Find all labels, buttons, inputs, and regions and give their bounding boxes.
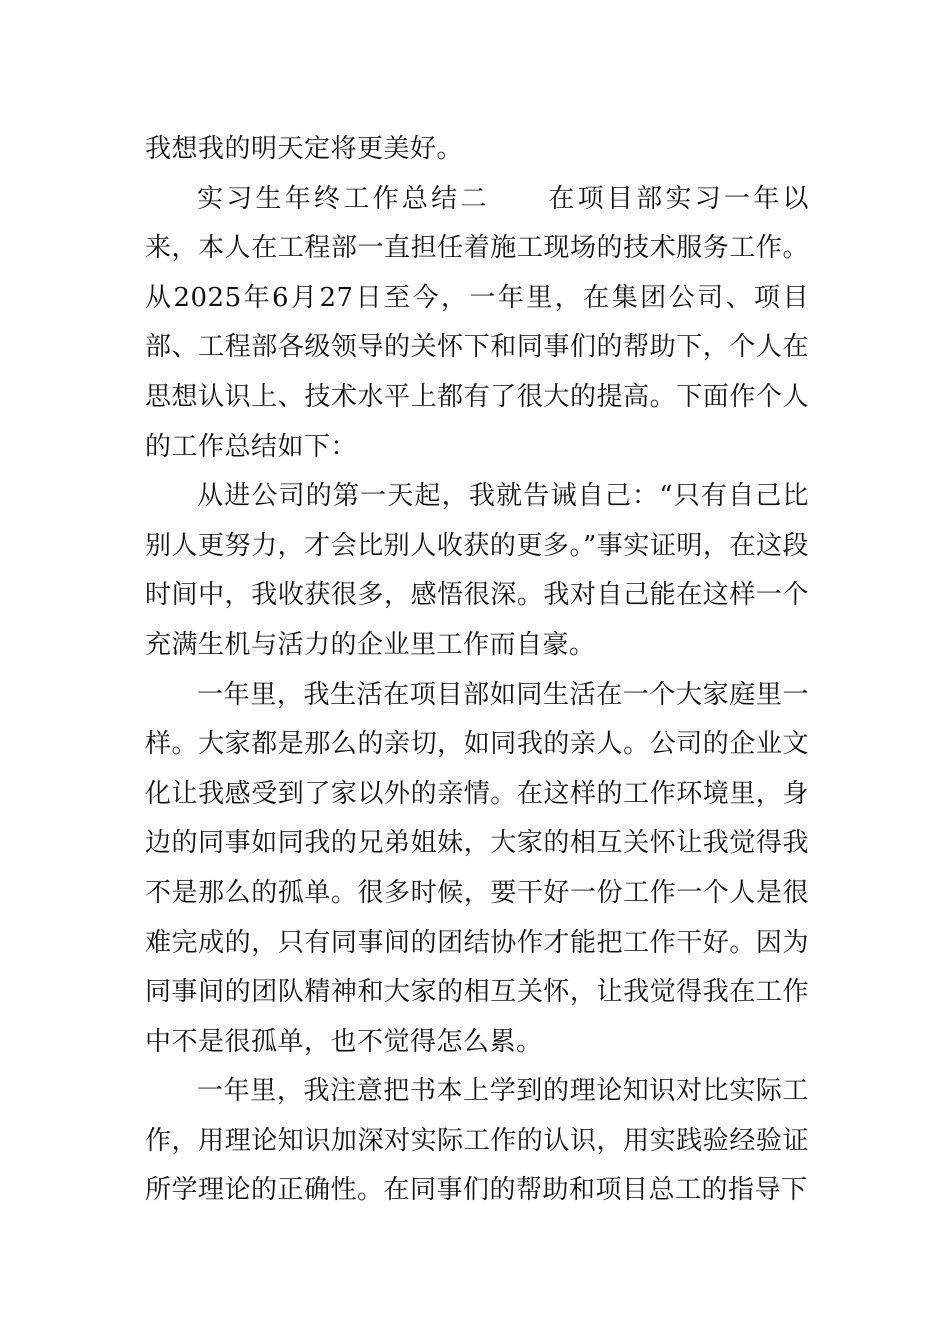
paragraph-3: 从进公司的第一天起，我就告诫自己：“只有自己比别人更努力，才会比别人收获的更多。”事实证明，在这段时间中，我收获很多，感悟很深。我对自己能在这样一个充满生机与活力的企业里工作而自豪。 bbox=[145, 481, 809, 660]
paragraph-2-text: 在项目部实习一年以来，本人在工程部一直担任着施工现场的技术服务工作。从2025年6月27日至今，一年里，在集团公司、项目部、工程部各级领导的关怀下和同事们的帮助下，个人在思想认识上、技术水平上都有了很大的提高。下面作个人的工作总结如下： bbox=[145, 183, 809, 462]
paragraph-5: 一年里，我注意把书本上学到的理论知识对比实际工作，用理论知识加深对实际工作的认识，用实践验经验证所学理论的正确性。在同事们的帮助和项目总工的指导下 bbox=[145, 1076, 809, 1206]
paragraph-4: 一年里，我生活在项目部如同生活在一个大家庭里一样。大家都是那么的亲切，如同我的亲人。公司的企业文化让我感受到了家以外的亲情。在这样的工作环境里，身边的同事如同我的兄弟姐妹，大家的相互关怀让我觉得我不是那么的孤单。很多时候，要干好一份工作一个人是很难完成的，只有同事间的团结协作才能把工作干好。因为同事间的团队精神和大家的相互关怀，让我觉得我在工作中不是很孤单，也不觉得怎么累。 bbox=[145, 679, 809, 1057]
paragraph-2 bbox=[145, 175, 809, 473]
paragraph-1: 我想我的明天定将更美好。 bbox=[145, 134, 464, 164]
section-heading: 实习生年终工作总结二 bbox=[197, 183, 490, 214]
document-body bbox=[145, 125, 809, 1216]
